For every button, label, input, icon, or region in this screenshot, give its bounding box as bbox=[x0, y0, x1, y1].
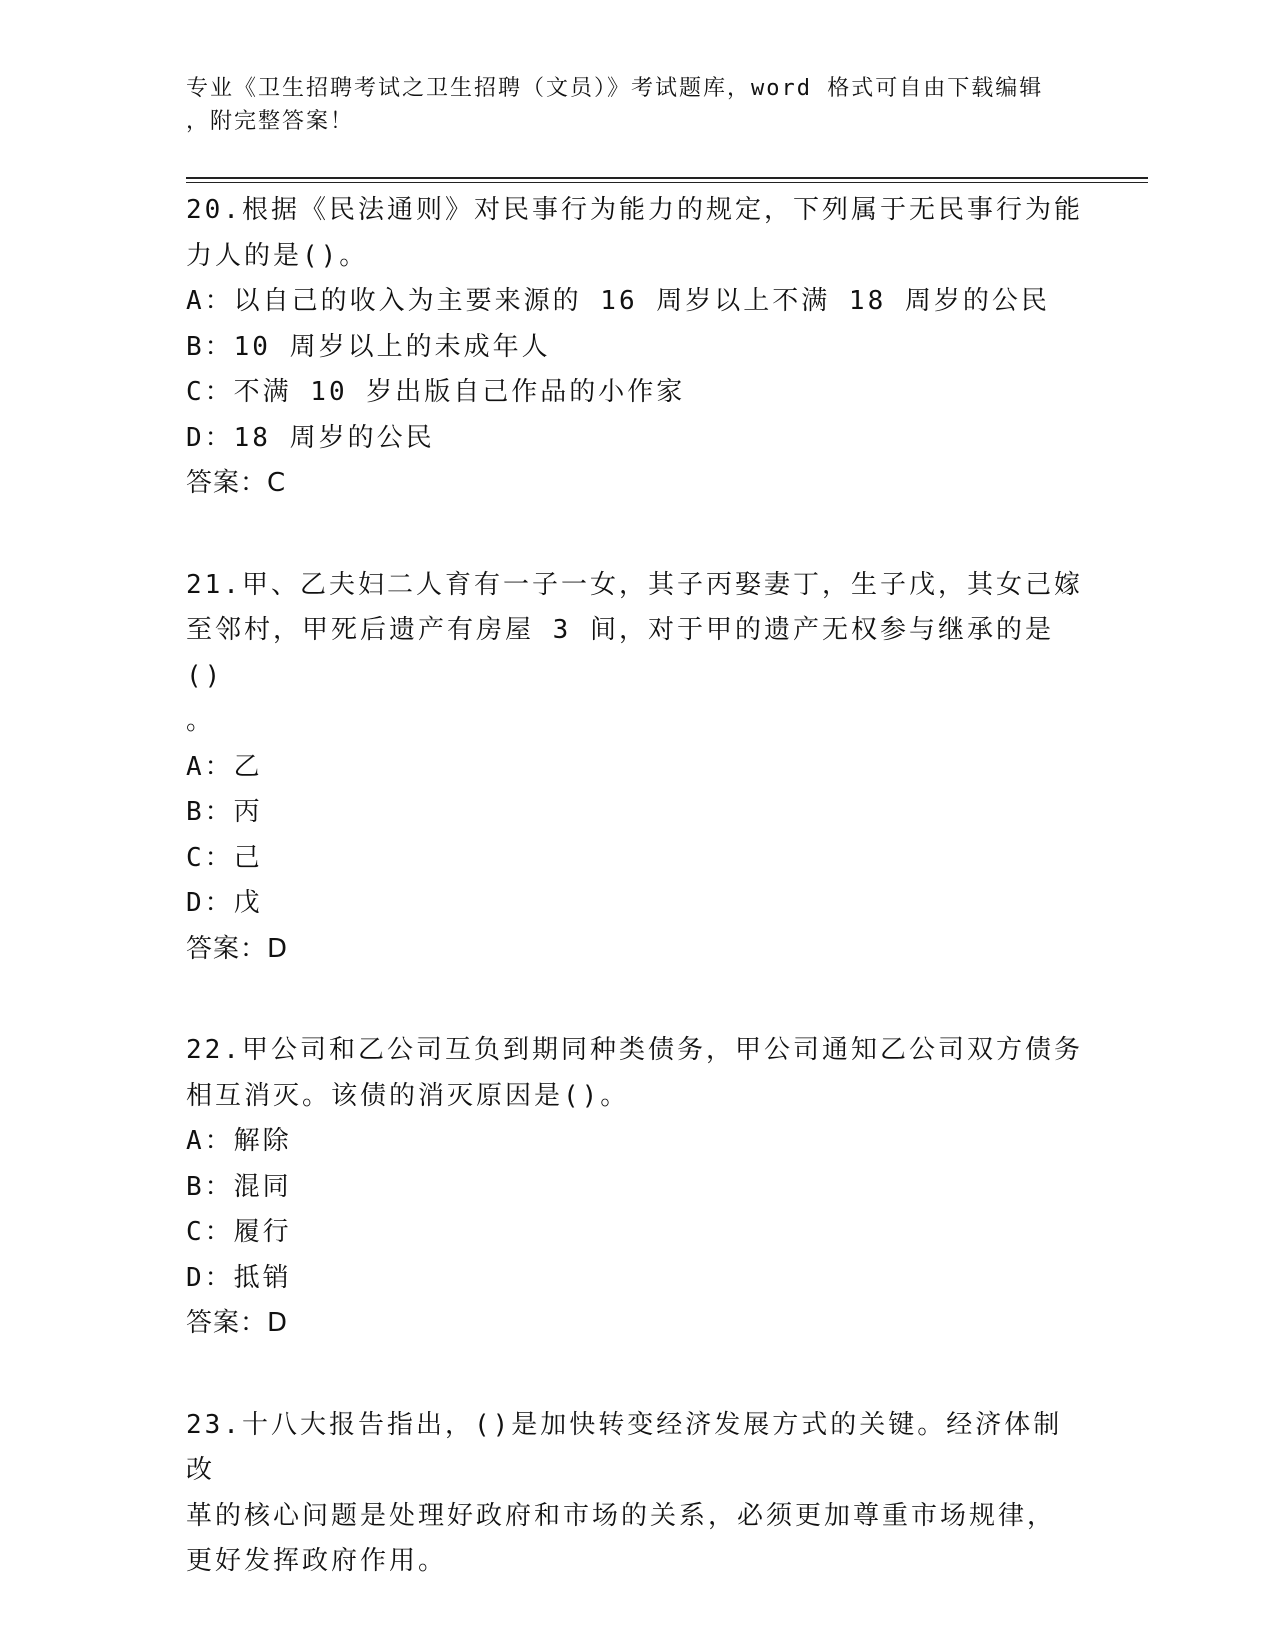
header-line-2: ，附完整答案！ bbox=[186, 109, 355, 134]
header-line-1: 专业《卫生招聘考试之卫生招聘（文员）》考试题库，word 格式可自由下载编辑 bbox=[186, 76, 1044, 101]
option-a: A：解除 bbox=[186, 1126, 292, 1156]
option-c: C：不满 10 岁出版自己作品的小作家 bbox=[186, 377, 686, 407]
question-22 bbox=[186, 1028, 1086, 1347]
option-b: B：丙 bbox=[186, 797, 263, 827]
option-b: B：混同 bbox=[186, 1171, 292, 1202]
header-divider-thick bbox=[186, 177, 1148, 179]
question-stem-line: 至邻村，甲死后遗产有房屋 3 间，对于甲的遗产无权参与继承的是() bbox=[186, 615, 1054, 691]
header-divider-thin bbox=[186, 182, 1148, 183]
answer-line: 答案：D bbox=[186, 1308, 289, 1338]
question-stem-line: 力人的是()。 bbox=[186, 240, 369, 271]
option-b: B：10 周岁以上的未成年人 bbox=[186, 331, 551, 362]
option-a: A：乙 bbox=[186, 751, 263, 782]
answer-line: 答案：C bbox=[186, 468, 287, 498]
question-20 bbox=[186, 188, 1086, 507]
option-c: C：履行 bbox=[186, 1217, 292, 1247]
question-stem-line: 23.十八大报告指出，()是加快转变经济发展方式的关键。经济体制改 bbox=[186, 1409, 1063, 1485]
option-a: A：以自己的收入为主要来源的 16 周岁以上不满 18 周岁的公民 bbox=[186, 286, 1050, 316]
question-stem-line: 更好发挥政府作用。 bbox=[186, 1546, 448, 1576]
option-c: C：己 bbox=[186, 842, 263, 873]
question-stem-line: 。 bbox=[186, 706, 216, 736]
question-21 bbox=[186, 563, 1086, 973]
document-header bbox=[186, 72, 1066, 138]
question-stem-line: 相互消灭。该债的消灭原因是()。 bbox=[186, 1080, 630, 1111]
option-d: D：18 周岁的公民 bbox=[186, 422, 435, 453]
question-23 bbox=[186, 1403, 1086, 1585]
option-d: D：戊 bbox=[186, 888, 263, 918]
question-stem-line: 20.根据《民法通则》对民事行为能力的规定，下列属于无民事行为能 bbox=[186, 195, 1083, 225]
option-d: D：抵销 bbox=[186, 1262, 292, 1293]
question-stem-line: 22.甲公司和乙公司互负到期同种类债务，甲公司通知乙公司双方债务 bbox=[186, 1035, 1083, 1065]
question-stem-line: 21.甲、乙夫妇二人育有一子一女，其子丙娶妻丁，生子戊，其女己嫁 bbox=[186, 569, 1083, 600]
question-stem-line: 革的核心问题是处理好政府和市场的关系，必须更加尊重市场规律， bbox=[186, 1500, 1057, 1531]
question-list bbox=[186, 188, 1086, 1641]
answer-line: 答案：D bbox=[186, 933, 289, 964]
